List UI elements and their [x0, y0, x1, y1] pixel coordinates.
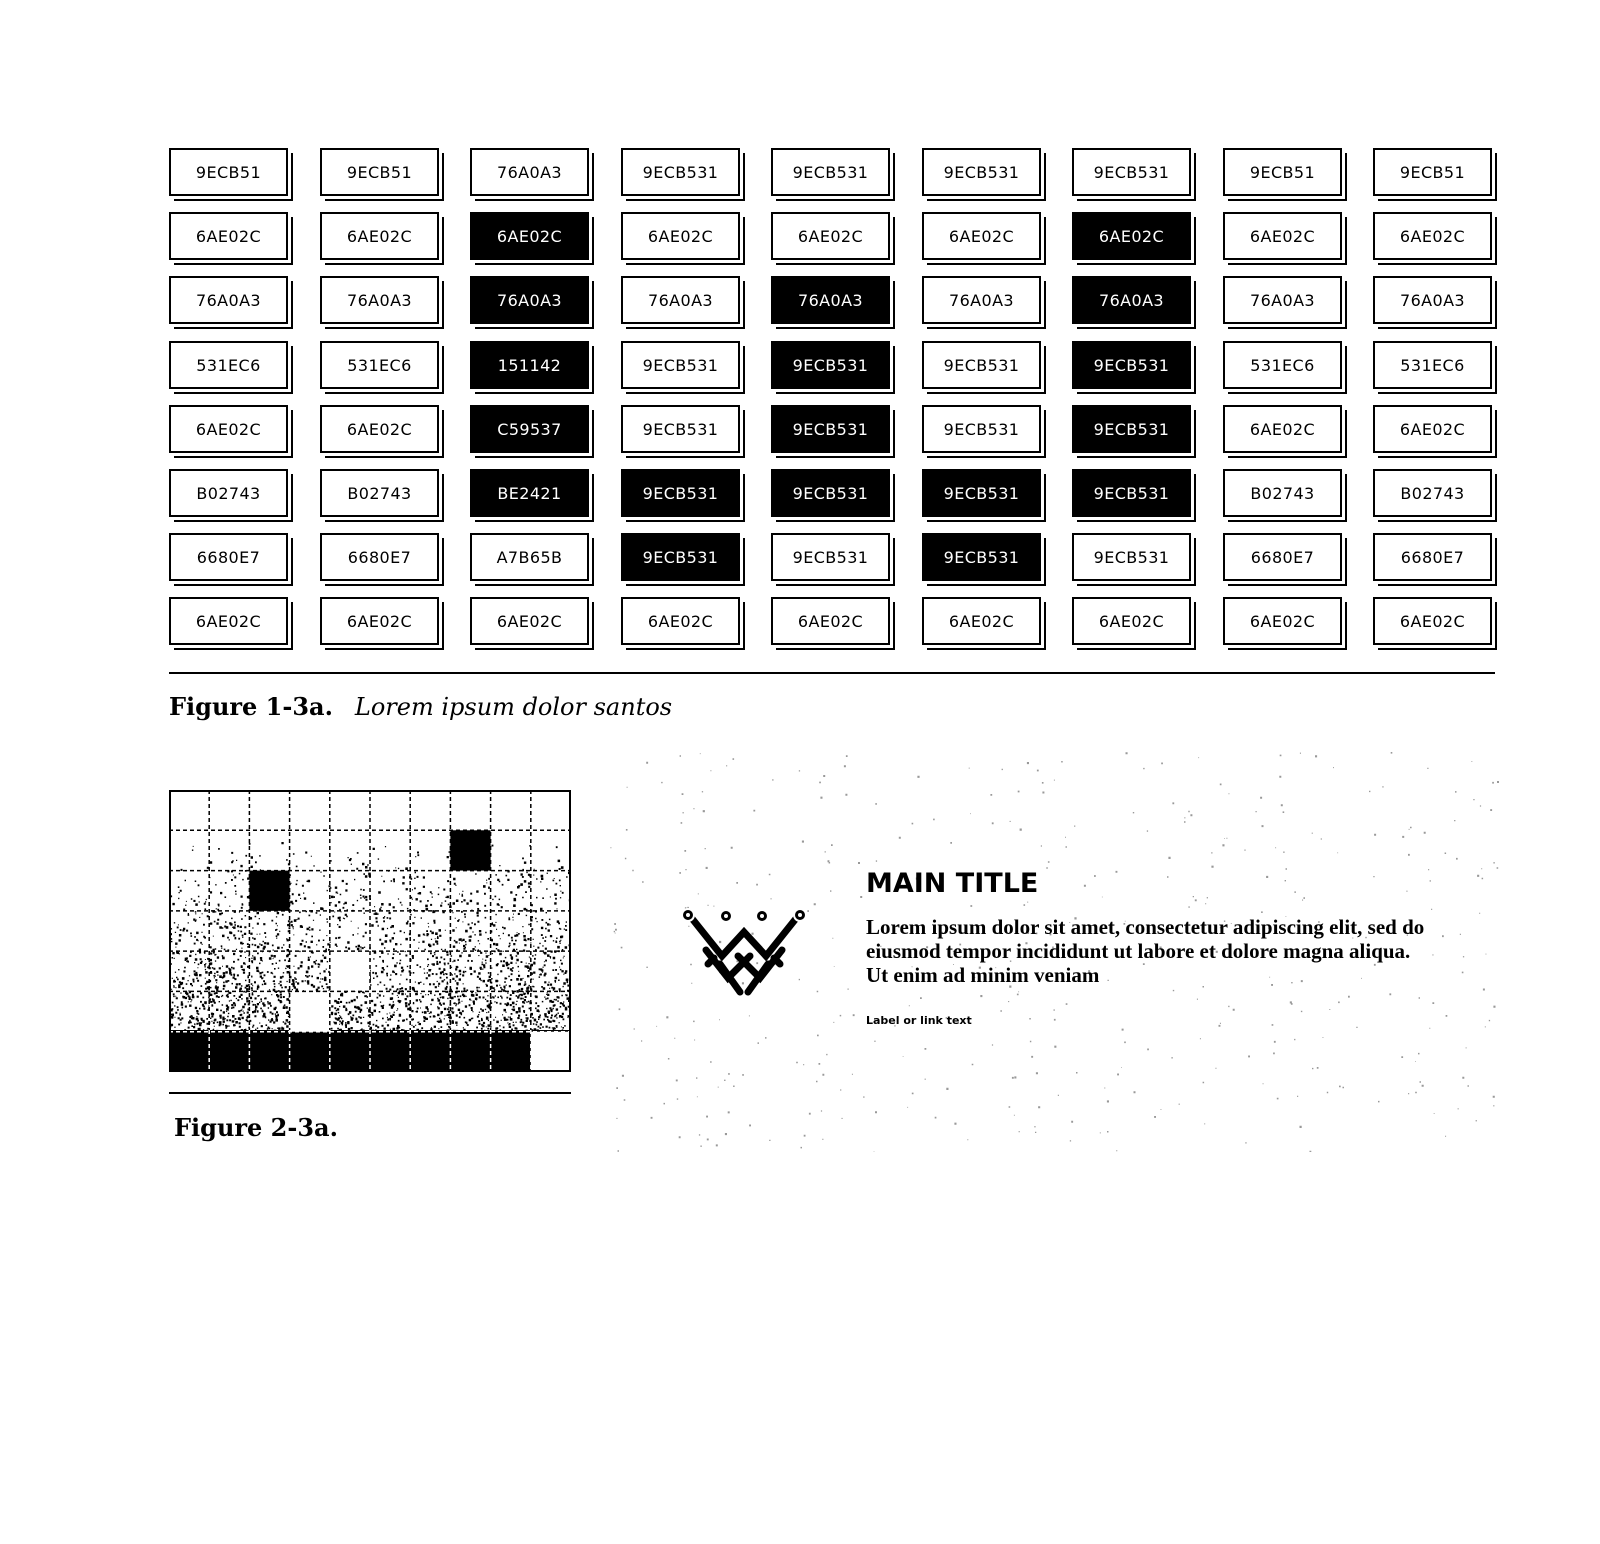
crossed-links-logo-icon	[678, 908, 810, 998]
figure2-rule	[169, 1092, 571, 1094]
swatch-cell: 9ECB531	[922, 148, 1041, 196]
swatch-cell: 6AE02C	[1072, 212, 1191, 260]
swatch-cell: 6AE02C	[621, 597, 740, 645]
swatch-cell: 9ECB51	[1223, 148, 1342, 196]
swatch-cell: 9ECB531	[922, 533, 1041, 581]
swatch-cell: 6AE02C	[169, 212, 288, 260]
swatch-cell: 9ECB531	[621, 405, 740, 453]
swatch-cell: BE2421	[470, 469, 589, 517]
swatch-cell: 6AE02C	[320, 405, 439, 453]
swatch-cell: 9ECB51	[320, 148, 439, 196]
swatch-cell: 6AE02C	[771, 597, 890, 645]
swatch-cell: 9ECB531	[1072, 533, 1191, 581]
swatch-cell: 9ECB531	[621, 341, 740, 389]
swatch-cell: 76A0A3	[922, 276, 1041, 324]
figure1-caption	[169, 692, 672, 721]
grid-cell-white	[330, 951, 370, 991]
card-title: MAIN TITLE	[866, 868, 1039, 899]
swatch-cell: 9ECB531	[621, 469, 740, 517]
swatch-cell: 76A0A3	[621, 276, 740, 324]
swatch-cell: 531EC6	[320, 341, 439, 389]
swatch-cell: 6AE02C	[470, 212, 589, 260]
swatch-cell: 6AE02C	[1373, 597, 1492, 645]
swatch-cell: 531EC6	[1223, 341, 1342, 389]
swatch-cell: 9ECB531	[1072, 405, 1191, 453]
grid-cell-white	[290, 991, 330, 1031]
swatch-cell: 9ECB51	[1373, 148, 1492, 196]
figure2-caption: Figure 2-3a.	[174, 1113, 338, 1142]
swatch-cell: 6AE02C	[1373, 405, 1492, 453]
swatch-cell: 6680E7	[169, 533, 288, 581]
swatch-cell: 151142	[470, 341, 589, 389]
grid-cell-black	[249, 871, 289, 911]
swatch-cell: 9ECB531	[922, 405, 1041, 453]
swatch-cell: 9ECB531	[621, 148, 740, 196]
swatch-cell: 6AE02C	[169, 597, 288, 645]
swatch-cell: 9ECB531	[922, 341, 1041, 389]
swatch-cell: 6AE02C	[1223, 597, 1342, 645]
swatch-cell: B02743	[1373, 469, 1492, 517]
swatch-cell: 76A0A3	[771, 276, 890, 324]
swatch-cell: 6AE02C	[1223, 405, 1342, 453]
swatch-cell: A7B65B	[470, 533, 589, 581]
swatch-cell: 9ECB531	[621, 533, 740, 581]
swatch-cell: 6680E7	[320, 533, 439, 581]
swatch-grid	[169, 148, 1495, 654]
swatch-cell: C59537	[470, 405, 589, 453]
swatch-cell: 531EC6	[1373, 341, 1492, 389]
swatch-cell: 6680E7	[1223, 533, 1342, 581]
figure1-rule	[169, 672, 1495, 674]
swatch-cell: 9ECB531	[922, 469, 1041, 517]
swatch-cell: B02743	[169, 469, 288, 517]
swatch-cell: 6AE02C	[922, 597, 1041, 645]
swatch-cell: 9ECB531	[1072, 341, 1191, 389]
swatch-cell: 9ECB531	[1072, 469, 1191, 517]
swatch-cell: 6AE02C	[1223, 212, 1342, 260]
swatch-cell: 9ECB531	[771, 405, 890, 453]
swatch-cell: 9ECB531	[771, 469, 890, 517]
swatch-cell: 9ECB531	[771, 148, 890, 196]
swatch-cell: 76A0A3	[1373, 276, 1492, 324]
swatch-cell: 6AE02C	[320, 212, 439, 260]
grid-cell-black	[450, 830, 490, 870]
swatch-cell: 76A0A3	[320, 276, 439, 324]
swatch-cell: 76A0A3	[169, 276, 288, 324]
swatch-cell: B02743	[1223, 469, 1342, 517]
swatch-cell: 9ECB531	[1072, 148, 1191, 196]
swatch-cell: 6AE02C	[771, 212, 890, 260]
swatch-cell: 9ECB531	[771, 341, 890, 389]
swatch-cell: 6AE02C	[621, 212, 740, 260]
swatch-cell: 9ECB531	[771, 533, 890, 581]
figure1-caption-text: Lorem ipsum dolor santos	[354, 693, 673, 721]
swatch-cell: 6AE02C	[320, 597, 439, 645]
swatch-cell: B02743	[320, 469, 439, 517]
swatch-cell: 6AE02C	[169, 405, 288, 453]
swatch-cell: 6AE02C	[1373, 212, 1492, 260]
swatch-cell: 531EC6	[169, 341, 288, 389]
figure1-caption-number: Figure 1-3a.	[169, 692, 333, 721]
swatch-cell: 6680E7	[1373, 533, 1492, 581]
card-body-text: Lorem ipsum dolor sit amet, consectetur adipiscing elit, sed do eiusmod tempor incididunt ut labore et dolore magna aliqua. Ut enim ad minim veniam	[866, 915, 1425, 987]
figure2-noise-grid	[169, 790, 571, 1072]
swatch-cell: 76A0A3	[470, 276, 589, 324]
swatch-cell: 76A0A3	[1072, 276, 1191, 324]
card-link[interactable]: Label or link text	[866, 1014, 972, 1027]
swatch-cell: 6AE02C	[470, 597, 589, 645]
grid-cell-white	[531, 1032, 571, 1072]
swatch-cell: 76A0A3	[470, 148, 589, 196]
swatch-cell: 6AE02C	[922, 212, 1041, 260]
swatch-cell: 76A0A3	[1223, 276, 1342, 324]
swatch-cell: 9ECB51	[169, 148, 288, 196]
swatch-cell: 6AE02C	[1072, 597, 1191, 645]
